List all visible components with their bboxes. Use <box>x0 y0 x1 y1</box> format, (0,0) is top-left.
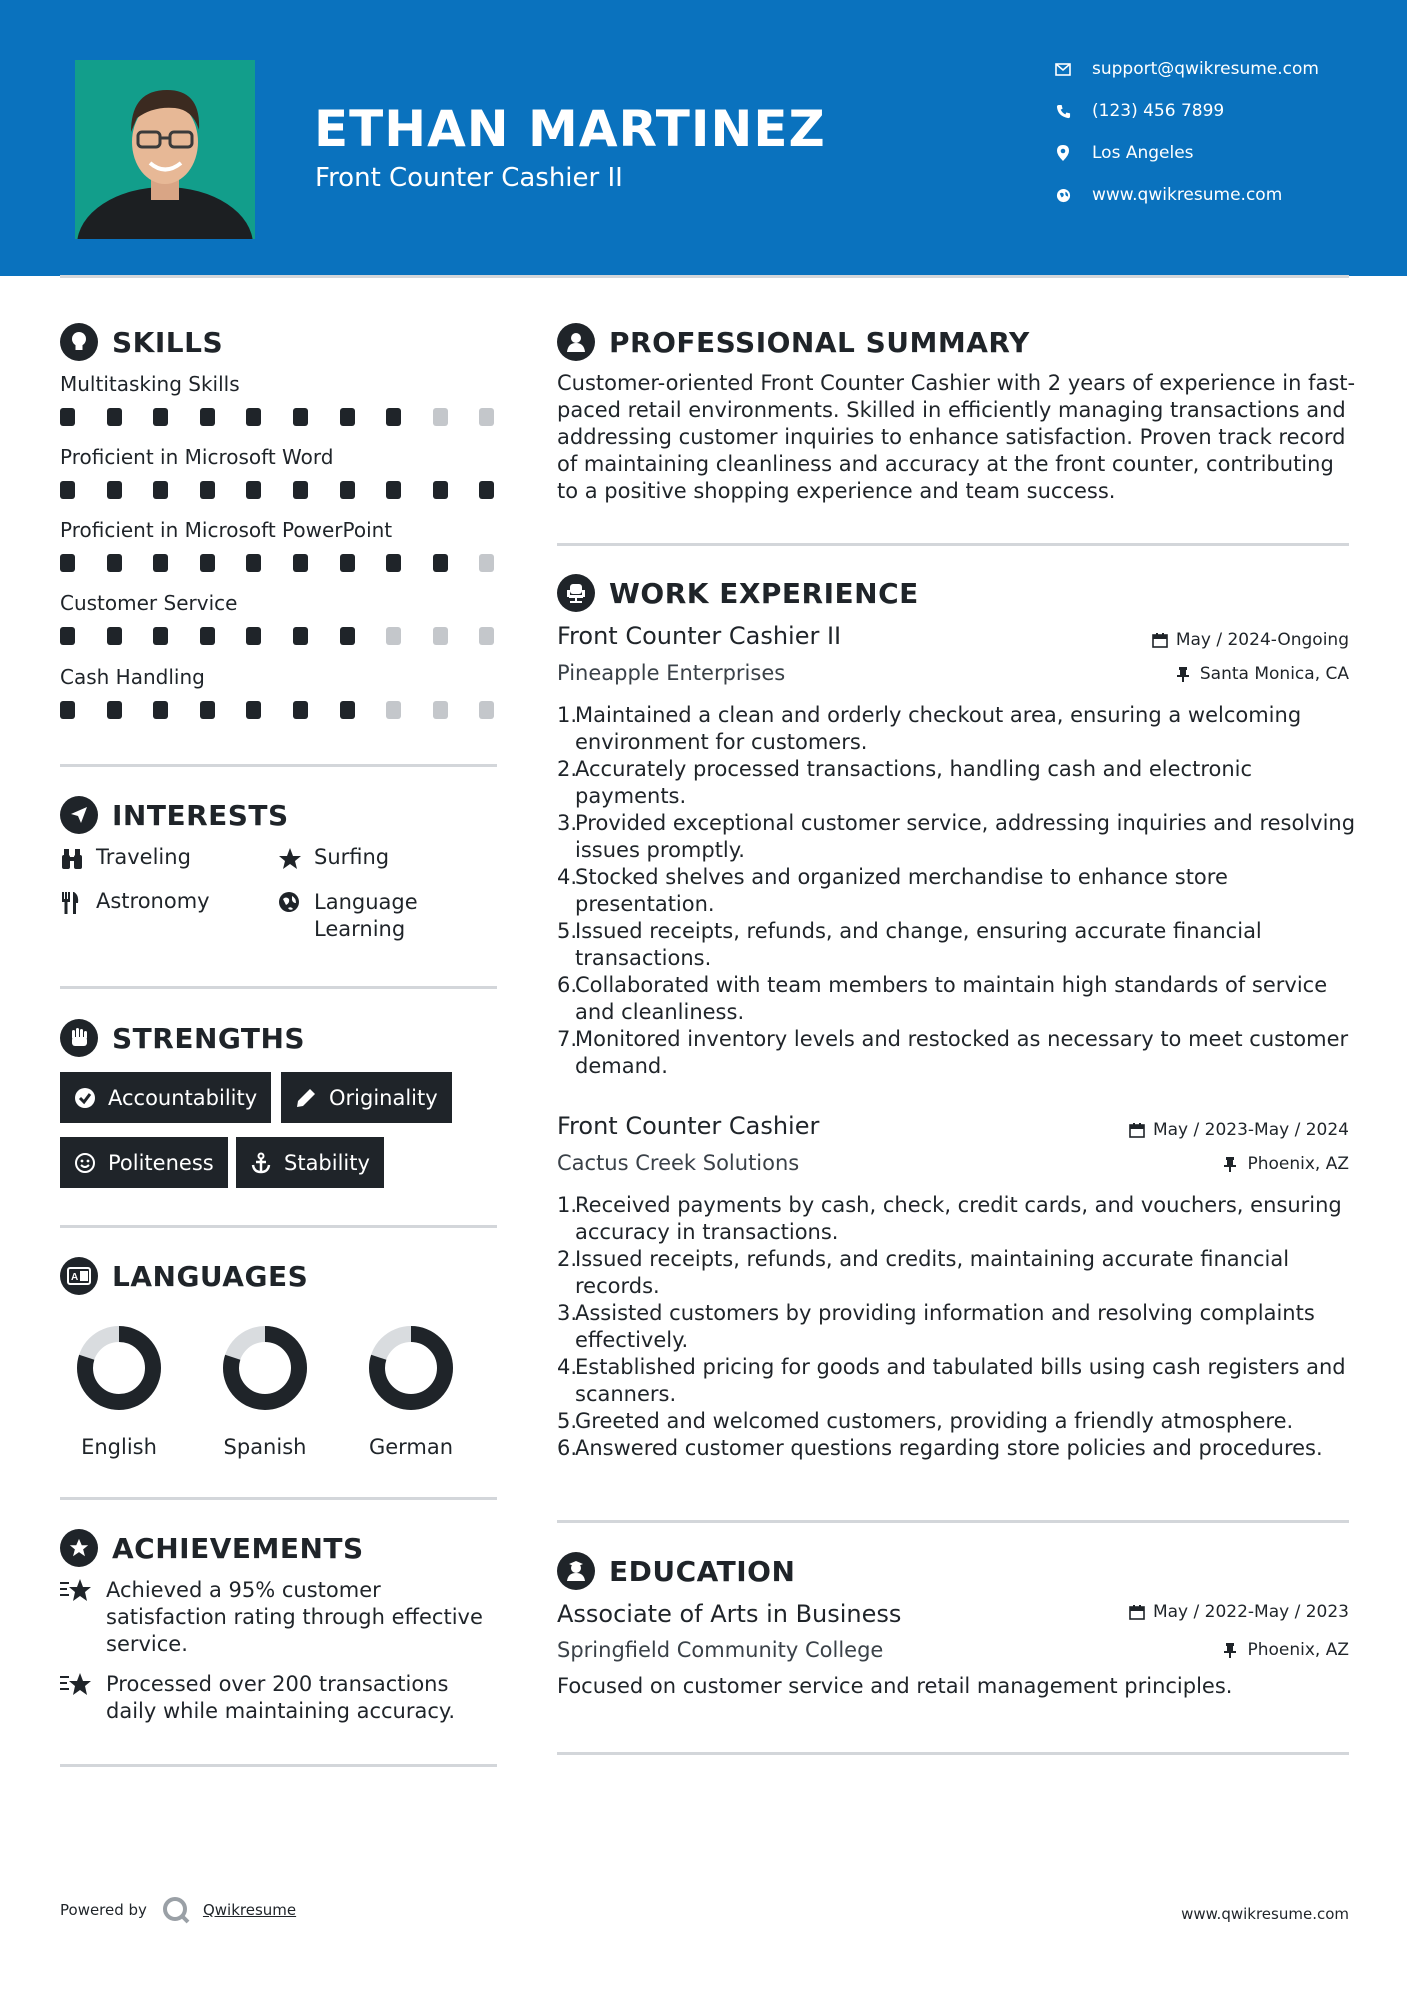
school-name: Springfield Community College <box>557 1638 884 1662</box>
globe-icon <box>278 891 302 915</box>
job-dates: May / 2024-Ongoing <box>1152 630 1349 650</box>
skill-dot-filled <box>60 481 75 499</box>
section-divider <box>60 1225 497 1228</box>
job-bullet: 4. Established pricing for goods and tabulated bills using cash registers and scanners. <box>557 1355 1346 1406</box>
language-item: German <box>356 1323 466 1459</box>
skill-dot-filled <box>153 481 168 499</box>
skill-dot-empty <box>479 701 494 719</box>
strength-tag: Originality <box>281 1072 452 1123</box>
strength-tag: Politeness <box>60 1137 228 1188</box>
skill-dot-filled <box>479 481 494 499</box>
skill-dot-empty <box>433 701 448 719</box>
skill-dot-filled <box>200 481 215 499</box>
skill-dot-empty <box>479 627 494 645</box>
section-divider <box>60 986 497 989</box>
contact-website-text: www.qwikresume.com <box>1092 185 1283 205</box>
resume-header <box>0 0 1407 276</box>
job-bullet: 5. Greeted and welcomed customers, providing a friendly atmosphere. <box>557 1409 1294 1433</box>
qwikresume-link[interactable]: Qwikresume <box>202 1901 297 1919</box>
education-dates: May / 2022-May / 2023 <box>1129 1602 1349 1622</box>
job-dates: May / 2023-May / 2024 <box>1129 1120 1349 1140</box>
anchor-icon <box>250 1152 272 1174</box>
education-heading: EDUCATION <box>557 1552 795 1590</box>
experience-heading: WORK EXPERIENCE <box>557 574 919 612</box>
skill-dot-filled <box>293 701 308 719</box>
calendar-icon <box>1152 632 1168 648</box>
paper-plane-icon <box>60 796 98 834</box>
summary-heading: PROFESSIONAL SUMMARY <box>557 323 1030 361</box>
skill-rating <box>60 627 500 647</box>
calendar-icon <box>1129 1122 1145 1138</box>
section-divider <box>60 764 497 767</box>
header-divider <box>60 275 1349 278</box>
job-bullets <box>557 702 1357 1080</box>
job-bullets <box>557 1192 1357 1462</box>
skill-dot-filled <box>340 554 355 572</box>
skill-dot-filled <box>60 408 75 426</box>
pushpin-icon <box>1223 1642 1239 1658</box>
job-bullet: 7. Monitored inventory levels and restocked as necessary to meet customer demand. <box>557 1027 1349 1078</box>
strength-tag: Stability <box>236 1137 384 1188</box>
skill-name: Customer Service <box>60 591 238 615</box>
skill-name: Proficient in Microsoft Word <box>60 445 334 469</box>
skill-dot-filled <box>60 701 75 719</box>
skill-dot-empty <box>433 408 448 426</box>
interests-heading: INTERESTS <box>60 796 289 834</box>
company-name: Cactus Creek Solutions <box>557 1151 800 1175</box>
languages-heading: A LANGUAGES <box>60 1257 308 1295</box>
candidate-title: Front Counter Cashier II <box>315 163 623 193</box>
job-bullet: 6. Collaborated with team members to maintain high standards of service and cleanliness. <box>557 973 1328 1024</box>
skill-dot-empty <box>433 627 448 645</box>
fist-icon <box>60 1019 98 1057</box>
footer-powered-by: Powered by Qwikresume <box>60 1895 296 1925</box>
utensils-icon <box>60 891 84 915</box>
job-bullet: 2. Accurately processed transactions, handling cash and electronic payments. <box>557 757 1253 808</box>
skill-dot-filled <box>340 481 355 499</box>
skill-dot-filled <box>293 627 308 645</box>
pencil-icon <box>295 1087 317 1109</box>
skill-dot-filled <box>153 627 168 645</box>
job-bullet: 4. Stocked shelves and organized merchandise to enhance store presentation. <box>557 865 1228 916</box>
smile-icon <box>74 1152 96 1174</box>
skill-dot-filled <box>386 481 401 499</box>
pushpin-icon <box>1176 666 1192 682</box>
job-location: Santa Monica, CA <box>1176 664 1349 684</box>
achievement-item: Achieved a 95% customer satisfaction rating through effective service. <box>60 1577 500 1658</box>
skill-rating <box>60 408 500 428</box>
skill-name: Multitasking Skills <box>60 372 240 396</box>
calendar-icon <box>1129 1604 1145 1620</box>
contact-email[interactable] <box>1054 55 1394 83</box>
summary-text: Customer-oriented Front Counter Cashier with 2 years of experience in fast-paced retail environments. Skilled in efficiently managing transactions and addressing customer inquiries to enhance satisfaction. Proven track record of maintaining cleanliness and accuracy at the front counter, contributing to a positive shopping experience and team success. <box>557 371 1356 503</box>
job-title: Front Counter Cashier II <box>557 622 842 650</box>
skill-dot-filled <box>153 554 168 572</box>
skills-heading: SKILLS <box>60 323 223 361</box>
contact-website[interactable] <box>1054 181 1394 209</box>
skill-dot-empty <box>386 701 401 719</box>
skill-rating <box>60 554 500 574</box>
skill-dot-filled <box>293 408 308 426</box>
skill-dot-filled <box>153 701 168 719</box>
skill-dot-filled <box>153 408 168 426</box>
skill-dot-filled <box>200 701 215 719</box>
skill-rating <box>60 701 500 721</box>
skill-dot-empty <box>479 554 494 572</box>
skill-dot-filled <box>340 408 355 426</box>
section-divider <box>60 1764 497 1767</box>
language-item: English <box>64 1323 174 1459</box>
job-bullet: 3. Provided exceptional customer service, addressing inquiries and resolving issues promptly. <box>557 811 1356 862</box>
job-bullet: 1. Maintained a clean and orderly checkout area, ensuring a welcoming environment for customers. <box>557 703 1302 754</box>
job-location: Phoenix, AZ <box>1223 1154 1349 1174</box>
skill-dot-filled <box>433 554 448 572</box>
section-divider <box>557 543 1349 546</box>
section-divider <box>557 1752 1349 1755</box>
skill-dot-filled <box>246 701 261 719</box>
skill-rating <box>60 481 500 501</box>
strengths-heading: STRENGTHS <box>60 1019 305 1057</box>
skill-dot-filled <box>200 554 215 572</box>
skill-dot-filled <box>246 481 261 499</box>
education-description: Focused on customer service and retail management principles. <box>557 1674 1233 1698</box>
contact-phone-text: (123) 456 7899 <box>1092 101 1225 121</box>
envelope-icon <box>1054 60 1072 78</box>
check-circle-icon <box>74 1087 96 1109</box>
interest-item: Traveling <box>60 845 191 871</box>
language-proficiency-ring <box>220 1323 310 1413</box>
language-item: Spanish <box>210 1323 320 1459</box>
job-bullet: 5. Issued receipts, refunds, and change, ensuring accurate financial transactions. <box>557 919 1262 970</box>
interest-item: Surfing <box>278 845 389 871</box>
language-proficiency-ring <box>74 1323 164 1413</box>
skill-dot-filled <box>246 554 261 572</box>
contact-location-text: Los Angeles <box>1092 143 1194 163</box>
skill-dot-filled <box>60 627 75 645</box>
achievement-item: Processed over 200 transactions daily while maintaining accuracy. <box>60 1671 500 1725</box>
lightbulb-icon <box>60 323 98 361</box>
skill-dot-filled <box>107 554 122 572</box>
job-bullet: 6. Answered customer questions regarding store policies and procedures. <box>557 1436 1323 1460</box>
skill-dot-filled <box>107 701 122 719</box>
globe-icon <box>1054 186 1072 204</box>
skill-dot-filled <box>340 627 355 645</box>
education-location: Phoenix, AZ <box>1223 1640 1349 1660</box>
skill-dot-filled <box>293 481 308 499</box>
qwikresume-logo-icon <box>161 1895 191 1925</box>
candidate-name: ETHAN MARTINEZ <box>314 100 826 158</box>
svg-text:A: A <box>71 1272 79 1283</box>
achievements-heading: ACHIEVEMENTS <box>60 1529 364 1567</box>
skill-dot-filled <box>246 627 261 645</box>
job-bullet: 2. Issued receipts, refunds, and credits, maintaining accurate financial records. <box>557 1247 1290 1298</box>
contact-phone[interactable] <box>1054 97 1394 125</box>
language-proficiency-ring <box>366 1323 456 1413</box>
job-bullet: 1. Received payments by cash, check, credit cards, and vouchers, ensuring accuracy in transactions. <box>557 1193 1342 1244</box>
profile-photo <box>75 60 255 239</box>
skill-dot-filled <box>293 554 308 572</box>
degree-title: Associate of Arts in Business <box>557 1600 902 1628</box>
section-divider <box>557 1520 1349 1523</box>
skill-dot-filled <box>107 408 122 426</box>
skill-name: Proficient in Microsoft PowerPoint <box>60 518 393 542</box>
section-divider <box>60 1497 497 1500</box>
skill-dot-filled <box>200 408 215 426</box>
skill-dot-filled <box>340 701 355 719</box>
skill-dot-filled <box>246 408 261 426</box>
graduate-icon <box>557 1552 595 1590</box>
skill-dot-filled <box>386 408 401 426</box>
star-icon <box>60 1577 92 1605</box>
skill-dot-filled <box>107 481 122 499</box>
binoculars-icon <box>60 847 84 871</box>
user-icon <box>557 323 595 361</box>
map-pin-icon <box>1054 144 1072 162</box>
skill-dot-empty <box>386 627 401 645</box>
contact-email-text: support@qwikresume.com <box>1092 59 1319 79</box>
chair-icon <box>557 574 595 612</box>
skill-dot-empty <box>479 408 494 426</box>
skill-dot-filled <box>200 627 215 645</box>
contact-location <box>1054 139 1394 167</box>
phone-icon <box>1054 102 1072 120</box>
language-icon <box>60 1257 98 1295</box>
skill-dot-filled <box>433 481 448 499</box>
job-title: Front Counter Cashier <box>557 1112 820 1140</box>
star-badge-icon <box>60 1529 98 1567</box>
pushpin-icon <box>1223 1156 1239 1172</box>
skill-name: Cash Handling <box>60 665 205 689</box>
star-icon <box>278 847 302 871</box>
company-name: Pineapple Enterprises <box>557 661 786 685</box>
strength-tag: Accountability <box>60 1072 271 1123</box>
skill-dot-filled <box>60 554 75 572</box>
job-bullet: 3. Assisted customers by providing information and resolving complaints effectively. <box>557 1301 1315 1352</box>
skill-dot-filled <box>107 627 122 645</box>
star-icon <box>60 1671 92 1699</box>
interest-item: Language Learning <box>278 889 478 943</box>
skill-dot-filled <box>386 554 401 572</box>
interest-item: Astronomy <box>60 889 210 915</box>
footer-website[interactable]: www.qwikresume.com <box>1181 1905 1349 1923</box>
